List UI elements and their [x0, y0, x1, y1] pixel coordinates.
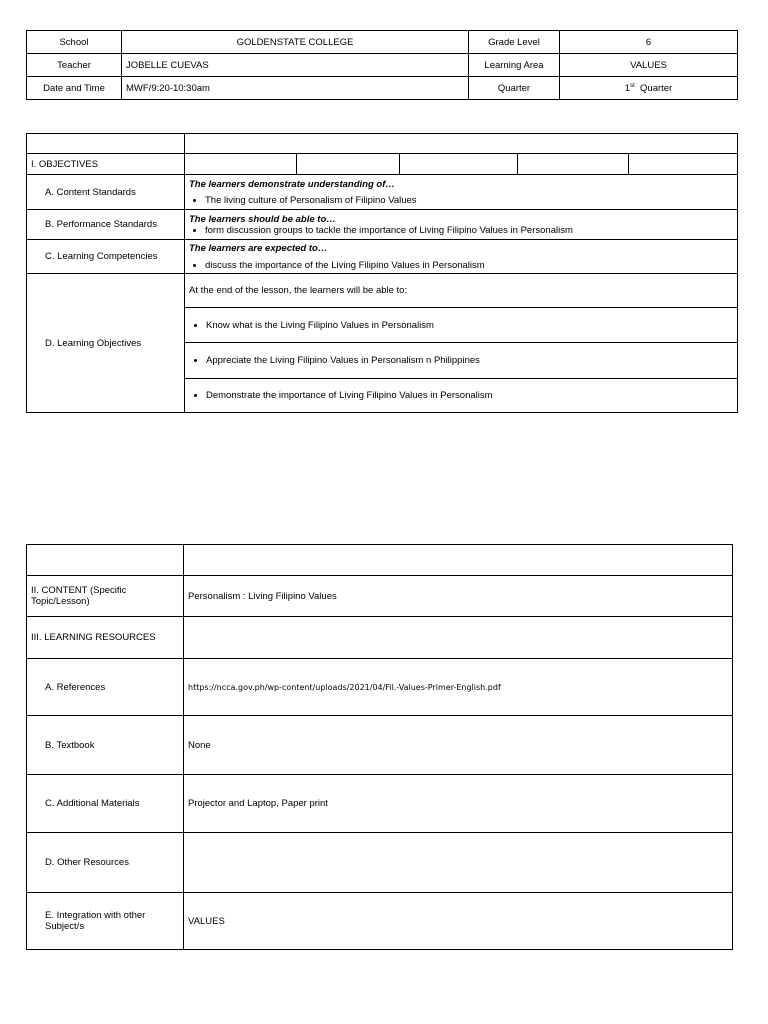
other-resources-value — [184, 833, 733, 893]
quarter-word: Quarter — [640, 82, 673, 94]
performance-standards-cell — [185, 210, 738, 240]
performance-standards-lead: The learners should be able to… — [189, 213, 336, 225]
objectives-day-cell — [297, 154, 400, 175]
grade-label: Grade Level — [469, 31, 560, 54]
learning-resources-label: III. LEARNING RESOURCES — [27, 617, 184, 659]
area-value: VALUES — [560, 54, 738, 77]
school-label: School — [27, 31, 122, 54]
performance-standards-label: B. Performance Standards — [27, 210, 185, 240]
learning-objective-text: • Know what is the Living Filipino Values in Personalism — [206, 320, 733, 331]
content-resources-table — [26, 544, 733, 950]
quarter-label: Quarter — [469, 77, 560, 100]
integration-label: E. Integration with other Subject/s — [27, 893, 184, 950]
content-standards-cell — [185, 175, 738, 210]
teacher-value: JOBELLE CUEVAS — [122, 54, 469, 77]
additional-materials-label: C. Additional Materials — [27, 775, 184, 833]
content-topic-label: II. CONTENT (Specific Topic/Lesson) — [27, 576, 184, 617]
objectives-day-cell — [400, 154, 518, 175]
references-label: A. References — [27, 659, 184, 716]
grade-value: 6 — [560, 31, 738, 54]
datetime-value: MWF/9:20-10:30am — [122, 77, 469, 100]
textbook-label: B. Textbook — [27, 716, 184, 775]
content-topic-value: Personalism : Living Filipino Values — [184, 576, 733, 617]
references-value: https://ncca.gov.ph/wp-content/uploads/2021/04/Fil.-Values-Primer-English.pdf — [184, 659, 733, 716]
textbook-value: None — [184, 716, 733, 775]
quarter-value — [560, 77, 738, 100]
learning-objective-text: • Demonstrate the importance of Living Filipino Values in Personalism — [206, 390, 733, 401]
datetime-label: Date and Time — [27, 77, 122, 100]
objectives-table — [26, 133, 738, 413]
learning-objective-item — [185, 379, 738, 413]
quarter-suffix: st — [630, 82, 635, 89]
learning-objective-text: • Appreciate the Living Filipino Values in Personalism n Philippines — [206, 355, 733, 366]
content-standards-bullet: • The living culture of Personalism of Filipino Values — [205, 195, 733, 206]
teacher-label: Teacher — [27, 54, 122, 77]
learning-resources-value — [184, 617, 733, 659]
objectives-section-label: I. OBJECTIVES — [27, 154, 185, 175]
integration-value: VALUES — [184, 893, 733, 950]
lesson-header-table — [26, 30, 738, 100]
learning-objective-item — [185, 308, 738, 343]
quarter-number: 1 — [624, 82, 631, 94]
learning-objective-item — [185, 343, 738, 379]
objectives-day-cell — [185, 154, 297, 175]
additional-materials-value: Projector and Laptop, Paper print — [184, 775, 733, 833]
objectives-blank-header-left — [27, 134, 185, 154]
content-standards-label: A. Content Standards — [27, 175, 185, 210]
content-blank-header-right — [184, 545, 733, 576]
objectives-day-cell — [629, 154, 738, 175]
learning-competencies-cell — [185, 240, 738, 274]
objectives-day-cell — [518, 154, 629, 175]
objectives-blank-header-right — [185, 134, 738, 154]
learning-competencies-lead: The learners are expected to… — [189, 242, 328, 254]
content-blank-header-left — [27, 545, 184, 576]
area-label: Learning Area — [469, 54, 560, 77]
learning-competencies-bullet: • discuss the importance of the Living Filipino Values in Personalism — [205, 260, 733, 271]
other-resources-label: D. Other Resources — [27, 833, 184, 893]
learning-competencies-label: C. Learning Competencies — [27, 240, 185, 274]
learning-objectives-intro: At the end of the lesson, the learners will be able to: — [185, 274, 738, 308]
content-standards-lead: The learners demonstrate understanding of… — [189, 178, 395, 190]
learning-objectives-label: D. Learning Objectives — [27, 274, 185, 413]
performance-standards-bullet: • form discussion groups to tackle the importance of Living Filipino Values in Personalism — [205, 225, 733, 236]
school-value: GOLDENSTATE COLLEGE — [122, 31, 469, 54]
